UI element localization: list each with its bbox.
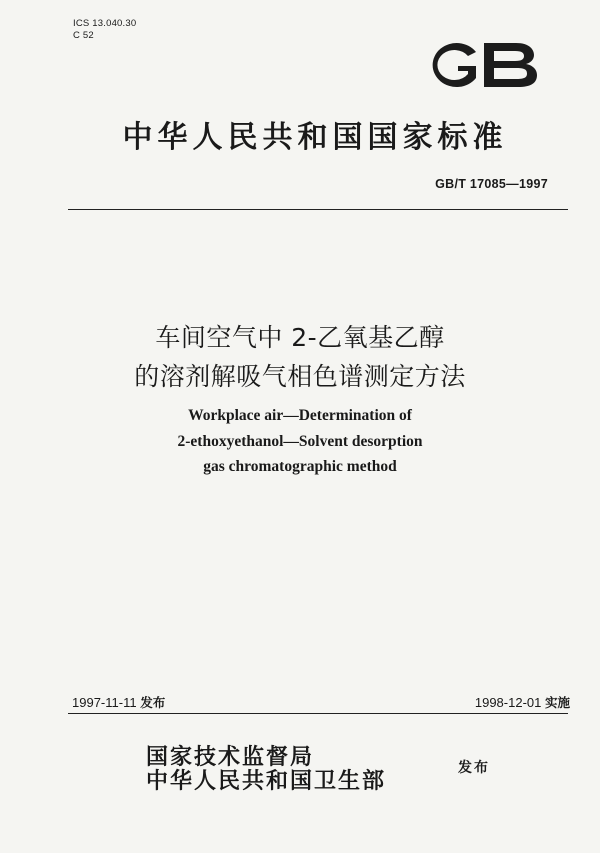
ics-code: ICS 13.040.30 [73,18,137,29]
title-en-line-2: 2-ethoxyethanol—Solvent desorption [177,433,423,450]
top-divider [68,209,568,210]
implementation-date-label: 实施 [544,695,570,710]
implementation-date-value: 1998-12-01 [474,695,542,710]
issue-date [72,693,165,711]
title-cn-line-1: 车间空气中 2-乙氧基乙醇 [155,323,445,352]
classification-codes [73,18,136,42]
issue-date-label: 发布 [140,695,166,710]
gb-logo [424,38,540,92]
implementation-date [475,693,570,711]
title-cn-line-2: 的溶剂解吸气相色谱测定方法 [134,362,466,391]
standard-number: GB/T 17085—1997 [435,177,548,191]
title-en-line-3: gas chromatographic method [203,458,397,475]
title-en-line-1: Workplace air—Determination of [188,407,412,424]
national-standard-heading: 中华人民共和国国家标准 [122,120,508,155]
bottom-divider [68,713,568,714]
ccs-code: C 52 [73,30,94,41]
publish-label: 发布 [458,760,490,776]
issuer-org-2: 中华人民共和国卫生部 [146,769,387,794]
issuer-org-1: 国家技术监督局 [146,745,315,770]
issue-date-value: 1997-11-11 [72,695,137,710]
